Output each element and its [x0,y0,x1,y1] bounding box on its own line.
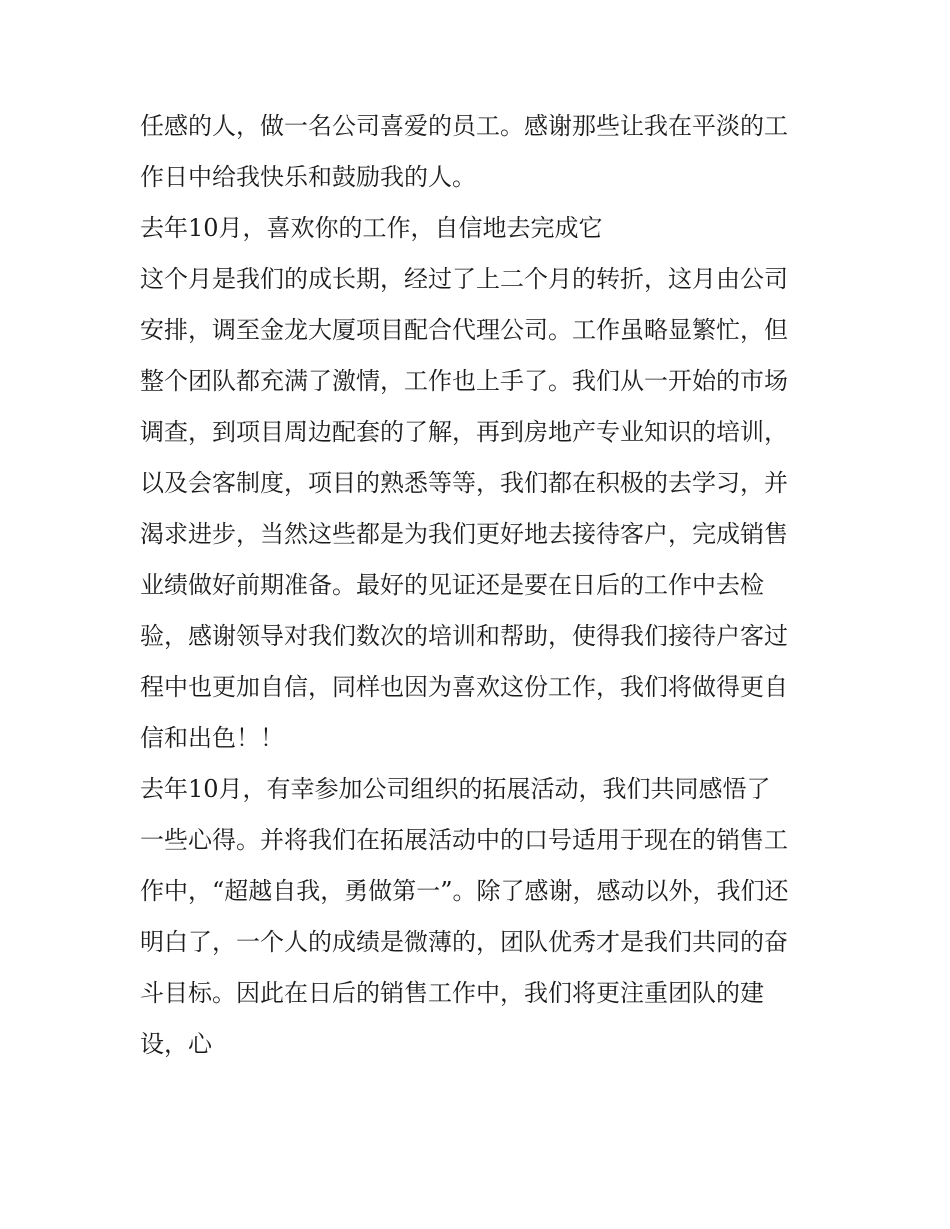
text-line: 任感的人，做一名公司喜爱的员工。感谢那些让我在平淡的工 [140,112,788,140]
text-line: 调查，到项目周边配套的了解，再到房地产专业知识的培训， [140,418,788,446]
text-line: 整个团队都充满了激情，工作也上手了。我们从一开始的市场 [140,367,788,395]
text-line: 业绩做好前期准备。最好的见证还是要在日后的工作中去检 [140,571,764,599]
document-body [140,101,820,1070]
text-line: 设，心 [140,1030,212,1058]
text-line: 一些心得。并将我们在拓展活动中的口号适用于现在的销售工 [140,826,788,854]
text-line: 验，感谢领导对我们数次的培训和帮助，使得我们接待户客过 [140,622,788,650]
section-heading: 去年10月，喜欢你的工作，自信地去完成它 [140,214,603,242]
text-line: 作日中给我快乐和鼓励我的人。 [140,163,476,191]
text-line: 这个月是我们的成长期，经过了上二个月的转折，这月由公司 [140,265,788,293]
text-line: 信和出色！！ [140,724,284,752]
text-line: 渴求进步，当然这些都是为我们更好地去接待客户，完成销售 [140,520,788,548]
text-line: 斗目标。因此在日后的销售工作中，我们将更注重团队的建 [140,979,764,1007]
text-line: 安排，调至金龙大厦项目配合代理公司。工作虽略显繁忙，但 [140,316,788,344]
text-line: 以及会客制度，项目的熟悉等等，我们都在积极的去学习，并 [140,469,788,497]
text-line: 程中也更加自信，同样也因为喜欢这份工作，我们将做得更自 [140,673,788,701]
text-line: 明白了，一个人的成绩是微薄的，团队优秀才是我们共同的奋 [140,928,788,956]
text-line: 作中，“超越自我，勇做第一”。除了感谢，感动以外，我们还 [140,877,789,905]
text-line: 去年10月，有幸参加公司组织的拓展活动，我们共同感悟了 [140,775,771,803]
